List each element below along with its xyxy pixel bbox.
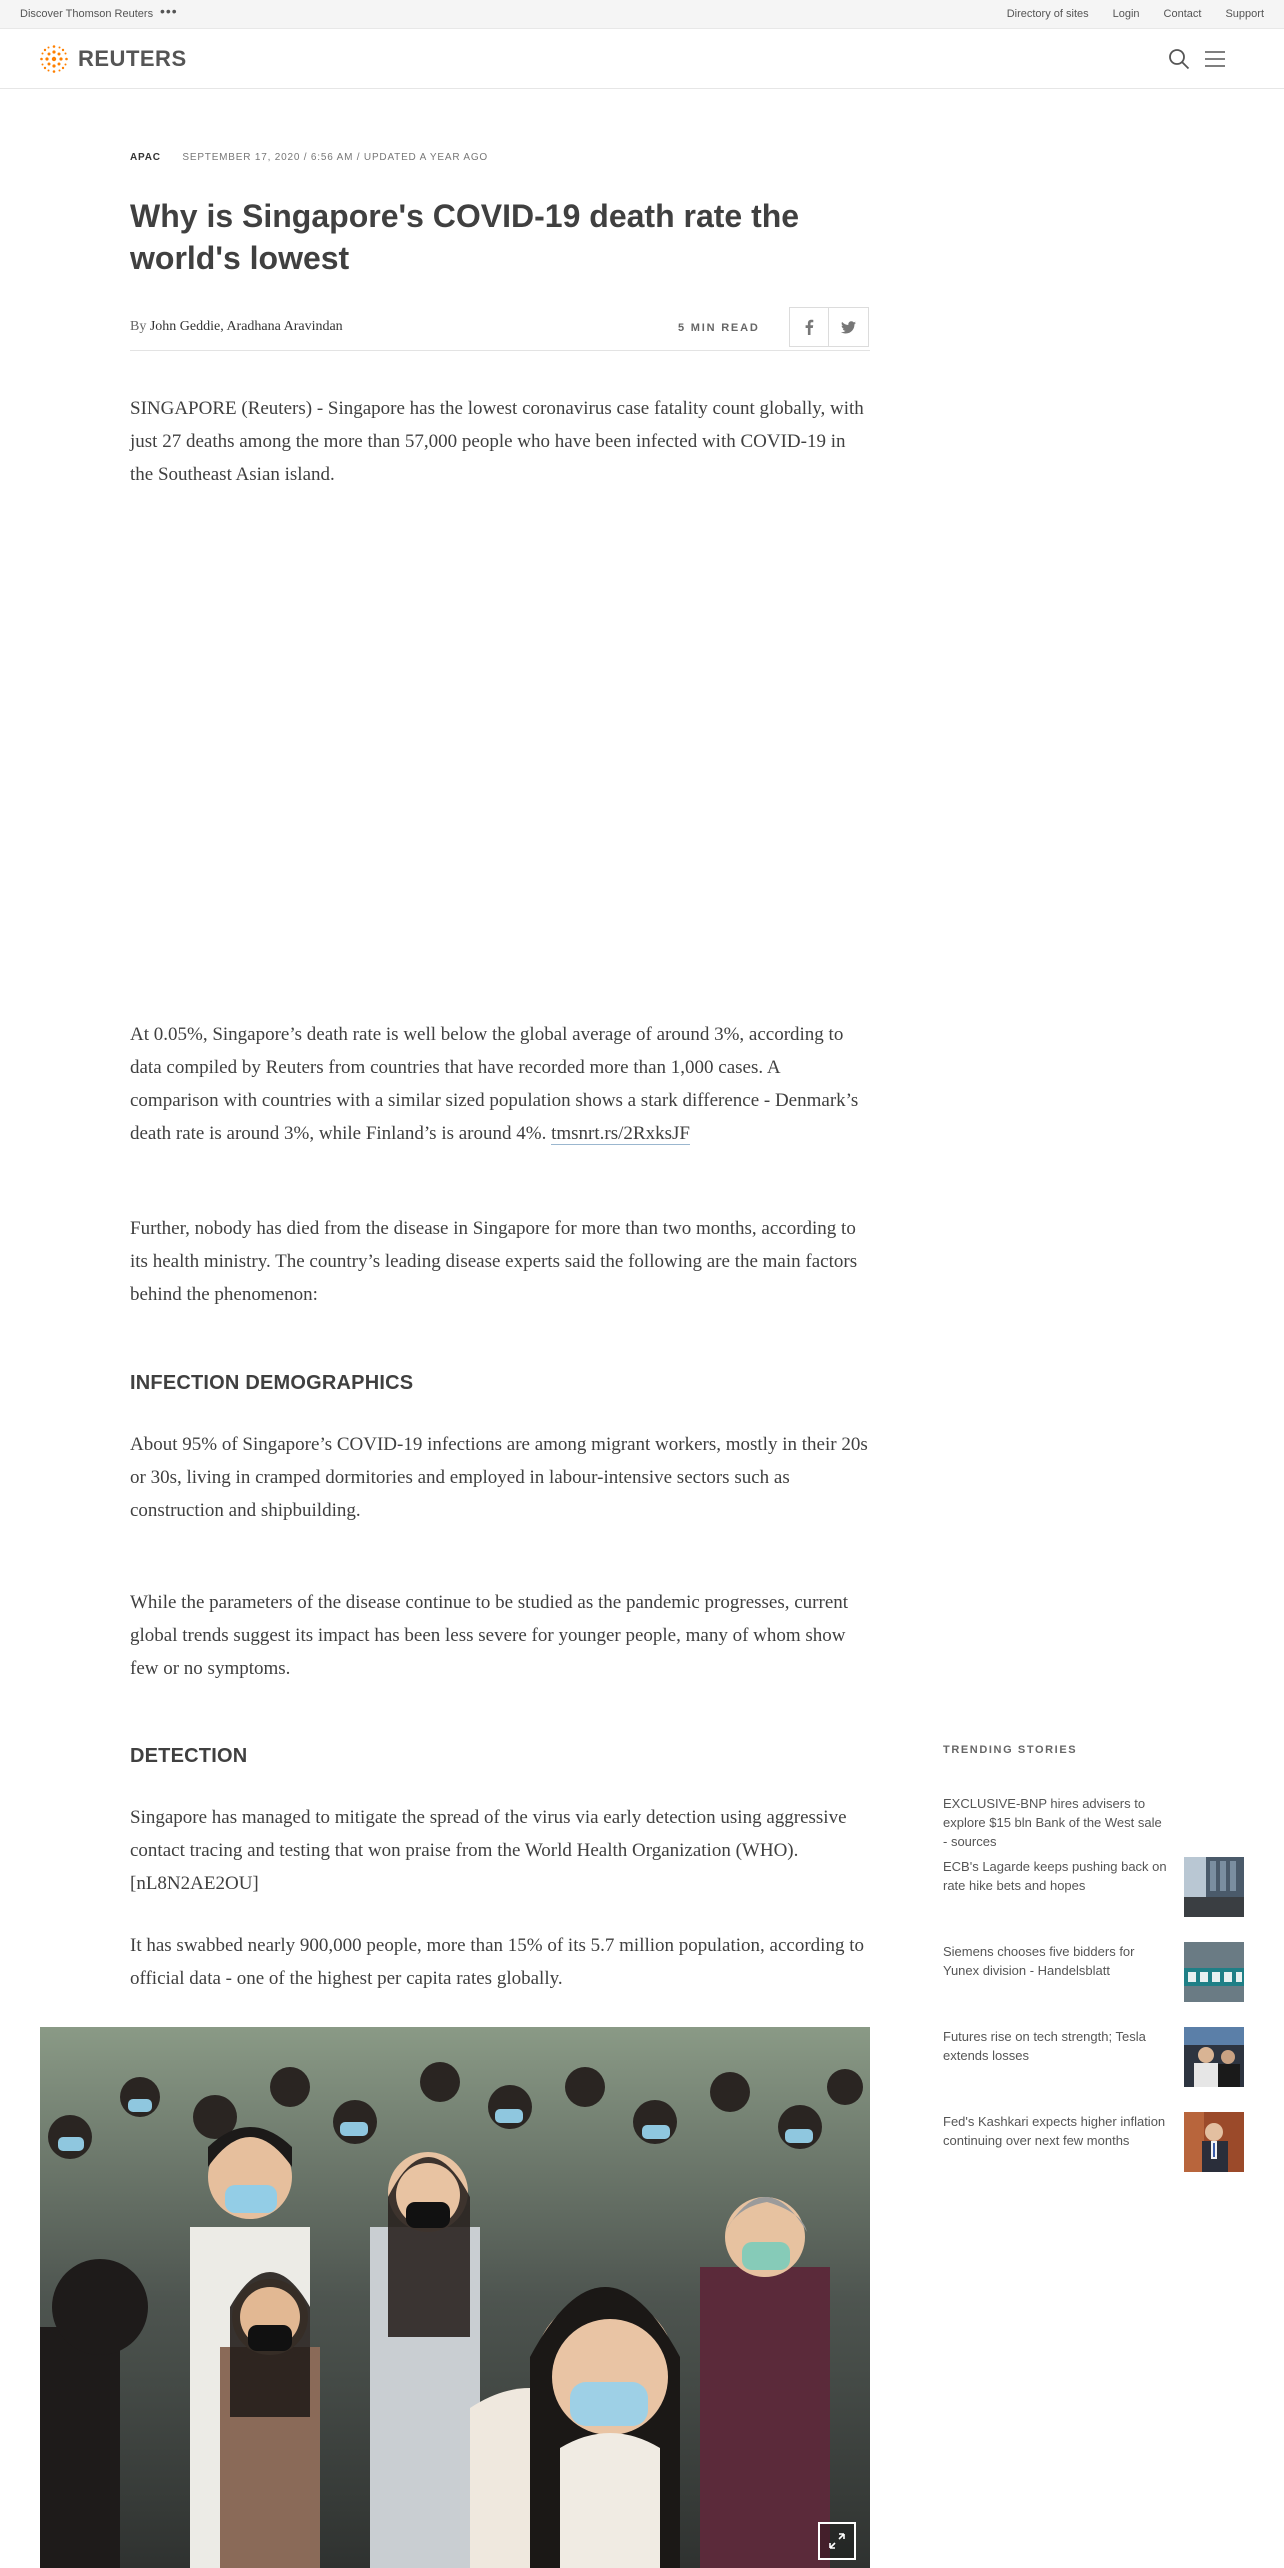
paragraph-4: About 95% of Singapore’s COVID-19 infections are among migrant workers, mostly in their 20s or 30s, living in cramped dormitories and employed in labour-intensive sectors such as construction and shipbuilding. [130, 1434, 868, 1521]
trending-story-thumbnail[interactable] [1184, 2027, 1244, 2087]
search-icon[interactable] [1168, 48, 1190, 70]
data-link[interactable]: tmsnrt.rs/2RxksJF [551, 1123, 690, 1144]
trending-story-thumbnail[interactable] [1184, 1857, 1244, 1917]
twitter-icon [841, 321, 856, 334]
article-date: SEPTEMBER 17, 2020 / 6:56 AM / UPDATED A YEAR AGO [182, 152, 489, 163]
authors-link[interactable]: John Geddie, Aradhana Aravindan [149, 319, 343, 334]
trending-story[interactable] [943, 1857, 1243, 1919]
crowd-wearing-masks-image [40, 2027, 870, 2568]
facebook-icon [804, 319, 814, 335]
trending-stories [943, 1744, 1243, 2148]
trending-story-thumbnail[interactable] [1184, 2112, 1244, 2172]
utility-bar [0, 0, 1284, 29]
reuters-logo-mark-icon [38, 43, 70, 75]
reuters-wordmark: REUTERS [78, 46, 187, 71]
directory-of-sites-link[interactable]: Directory of sites [1006, 8, 1089, 20]
trending-story-text[interactable]: Siemens chooses five bidders for Yunex division - Handelsblatt [943, 1944, 1135, 1978]
more-icon[interactable]: ••• [160, 3, 178, 19]
traders-photo-icon [1184, 2027, 1244, 2087]
paragraph-1: SINGAPORE (Reuters) - Singapore has the lowest coronavirus case fatality count globally, with just 27 deaths among the more than 57,000 people who have been infected with COVID-19 in the Southeast Asian island. [130, 398, 864, 485]
trending-story-text[interactable]: Fed's Kashkari expects higher inflation continuing over next few months [943, 2114, 1166, 2148]
trending-story-thumbnail[interactable] [1184, 1942, 1244, 2002]
utility-links [983, 8, 1264, 20]
paragraph-7: It has swabbed nearly 900,000 people, more than 15% of its 5.7 million population, according to official data - one of the highest per capita rates globally. [130, 1935, 864, 1989]
paragraph-3: Further, nobody has died from the disease in Singapore for more than two months, according to its health ministry. The country’s leading disease experts said the following are the main factors behind the phenomenon: [130, 1218, 858, 1305]
paragraph-6: Singapore has managed to mitigate the spread of the virus via early detection using aggressive contact tracing and testing that won praise from the World Health Organization (WHO). [nL8N2AE2OU] [130, 1807, 847, 1894]
trending-story-text[interactable]: EXCLUSIVE-BNP hires advisers to explore $15 bln Bank of the West sale - sources [943, 1796, 1162, 1849]
expand-icon [828, 2532, 846, 2550]
speaker-photo-icon [1184, 2112, 1244, 2172]
site-header [0, 29, 1284, 89]
siemens-sign-photo-icon [1184, 1942, 1244, 2002]
byline [130, 319, 343, 335]
menu-icon[interactable] [1204, 48, 1226, 70]
twitter-share-button[interactable] [829, 307, 869, 347]
contact-link[interactable]: Contact [1163, 8, 1202, 20]
share-buttons [789, 307, 869, 347]
paragraph-5: While the parameters of the disease continue to be studied as the pandemic progresses, current global trends suggest its impact has been less severe for younger people, many of whom show few or no symptoms. [130, 1592, 849, 1679]
paragraph-2-text: At 0.05%, Singapore’s death rate is well below the global average of around 3%, according to data compiled by Reuters from countries that have recorded more than 1,000 cases. A comparison with countries with a similar sized population shows a stark difference - Denmark’s death rate is around 3%, while Finland’s is around 4%. [130, 1024, 859, 1144]
trending-story-text[interactable]: ECB's Lagarde keeps pushing back on rate hike bets and hopes [943, 1859, 1167, 1893]
article-photo[interactable] [40, 2027, 870, 2568]
trending-story[interactable] [943, 2027, 1243, 2089]
article-meta [130, 152, 488, 163]
login-link[interactable]: Login [1112, 8, 1140, 20]
paragraph-2 [130, 1018, 870, 1150]
building-photo-icon [1184, 1857, 1244, 1917]
byline-prefix: By [130, 319, 147, 334]
trending-story[interactable] [943, 1942, 1243, 2004]
subhead-infection-demographics: INFECTION DEMOGRAPHICS [130, 1372, 414, 1394]
reuters-logo[interactable] [38, 43, 187, 75]
expand-image-button[interactable] [818, 2522, 856, 2560]
trending-story[interactable] [943, 1794, 1243, 1856]
trending-title: TRENDING STORIES [943, 1744, 1078, 1756]
read-time: 5 MIN READ [678, 322, 760, 334]
header-icons [1168, 48, 1226, 70]
headline: Why is Singapore's COVID-19 death rate the world's lowest [130, 198, 800, 276]
discover-thomson-reuters-link[interactable]: Discover Thomson Reuters [20, 8, 154, 20]
facebook-share-button[interactable] [789, 307, 829, 347]
subhead-detection: DETECTION [130, 1745, 248, 1767]
support-link[interactable]: Support [1225, 8, 1264, 20]
section-link[interactable]: APAC [130, 152, 161, 163]
trending-story[interactable] [943, 2112, 1243, 2174]
byline-row [130, 307, 870, 351]
trending-story-text[interactable]: Futures rise on tech strength; Tesla extends losses [943, 2029, 1146, 2063]
